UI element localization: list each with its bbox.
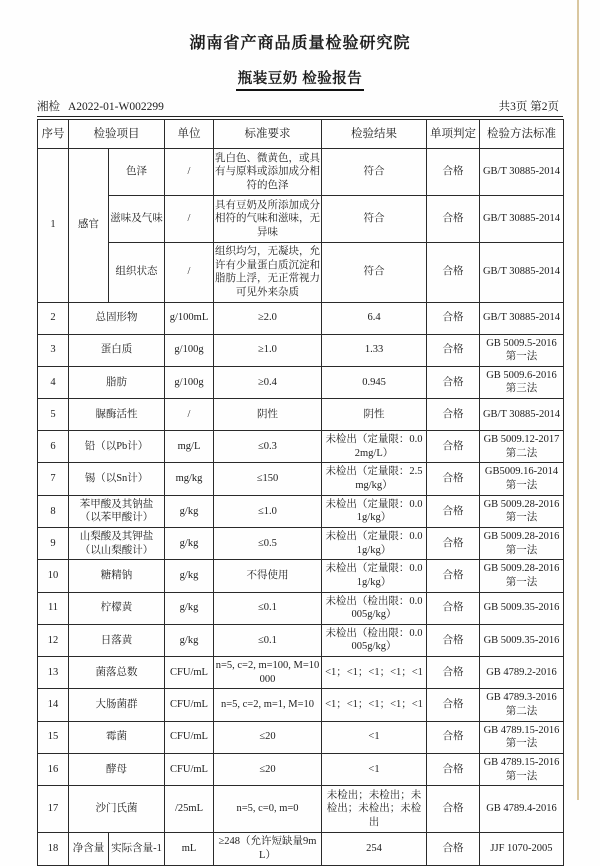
cell-result: 未检出（检出限：0.0005g/kg） — [322, 592, 427, 624]
cell-item: 山梨酸及其钾盐（以山梨酸计） — [69, 527, 165, 559]
cell-requirement: ≤0.1 — [214, 592, 322, 624]
cell-unit: CFU/mL — [165, 689, 214, 721]
cell-requirement: ≤0.1 — [214, 624, 322, 656]
table-row — [38, 196, 564, 243]
cell-method: GB 5009.28-2016 第一法 — [480, 527, 564, 559]
cell-method: GB 4789.2-2016 — [480, 657, 564, 689]
cell-no: 15 — [38, 721, 69, 753]
cell-unit: g/kg — [165, 527, 214, 559]
cell-requirement: n=5, c=2, m=1, M=10 — [214, 689, 322, 721]
cell-result: 符合 — [322, 149, 427, 196]
cell-item: 柠檬黄 — [69, 592, 165, 624]
cell-no: 11 — [38, 592, 69, 624]
cell-no: 1 — [38, 149, 69, 303]
table-row — [38, 624, 564, 656]
cell-no: 2 — [38, 302, 69, 334]
cell-requirement: ≤20 — [214, 721, 322, 753]
cell-judgement: 合格 — [427, 527, 480, 559]
cell-requirement: 阴性 — [214, 399, 322, 431]
cell-method: GB 5009.35-2016 — [480, 592, 564, 624]
cell-method: GB 5009.6-2016第三法 — [480, 366, 564, 398]
cell-requirement: ≥248（允许短缺量9mL） — [214, 833, 322, 865]
cell-method: GB 4789.4-2016 — [480, 786, 564, 833]
cell-item: 苯甲酸及其钠盐（以苯甲酸计） — [69, 495, 165, 527]
table-row — [38, 366, 564, 398]
cell-judgement: 合格 — [427, 495, 480, 527]
cell-requirement: ≤20 — [214, 753, 322, 785]
table-row — [38, 689, 564, 721]
table-row — [38, 527, 564, 559]
cell-unit: / — [165, 243, 214, 303]
table-header-row — [38, 120, 564, 149]
cell-judgement: 合格 — [427, 399, 480, 431]
report-number — [37, 98, 164, 114]
cell-method: GB 5009.28-2016 第一法 — [480, 560, 564, 592]
header-item: 检验项目 — [69, 120, 165, 149]
cell-unit: mg/kg — [165, 463, 214, 495]
header-no: 序号 — [38, 120, 69, 149]
cell-requirement: ≤0.3 — [214, 431, 322, 463]
cell-judgement: 合格 — [427, 196, 480, 243]
cell-judgement: 合格 — [427, 624, 480, 656]
cell-result: 符合 — [322, 243, 427, 303]
cell-result: 1.33 — [322, 334, 427, 366]
cell-unit: mg/L — [165, 431, 214, 463]
cell-result: 未检出（定量限：0.01g/kg） — [322, 560, 427, 592]
cell-item: 菌落总数 — [69, 657, 165, 689]
institute-title: 湖南省产商品质量检验研究院 — [189, 35, 411, 52]
cell-no: 14 — [38, 689, 69, 721]
cell-judgement: 合格 — [427, 592, 480, 624]
cell-item: 滋味及气味 — [109, 196, 165, 243]
cell-method: GB5009.16-2014第一法 — [480, 463, 564, 495]
table-row — [38, 786, 564, 833]
header-judgement: 单项判定 — [427, 120, 480, 149]
cell-requirement: 不得使用 — [214, 560, 322, 592]
cell-unit: g/kg — [165, 624, 214, 656]
cell-judgement: 合格 — [427, 431, 480, 463]
table-row — [38, 833, 564, 865]
cell-item: 脲酶活性 — [69, 399, 165, 431]
cell-judgement: 合格 — [427, 334, 480, 366]
table-row — [38, 560, 564, 592]
table-row — [38, 753, 564, 785]
cell-method: GB 5009.35-2016 — [480, 624, 564, 656]
report-title — [37, 67, 563, 88]
cell-method: GB/T 30885-2014 — [480, 302, 564, 334]
scan-edge-line — [577, 0, 579, 800]
table-row — [38, 657, 564, 689]
cell-method: GB 5009.5-2016第一法 — [480, 334, 564, 366]
cell-requirement: ≤150 — [214, 463, 322, 495]
cell-unit: / — [165, 399, 214, 431]
cell-method: JJF 1070-2005 — [480, 833, 564, 865]
table-row — [38, 243, 564, 303]
report-title-text: 瓶装豆奶 检验报告 — [236, 71, 365, 91]
cell-unit: mL — [165, 833, 214, 865]
table-row — [38, 399, 564, 431]
cell-item: 糖精钠 — [69, 560, 165, 592]
cell-judgement: 合格 — [427, 786, 480, 833]
cell-item: 霉菌 — [69, 721, 165, 753]
cell-no: 9 — [38, 527, 69, 559]
cell-item: 日落黄 — [69, 624, 165, 656]
cell-judgement: 合格 — [427, 657, 480, 689]
cell-no: 16 — [38, 753, 69, 785]
cell-requirement: ≥2.0 — [214, 302, 322, 334]
cell-item: 铅（以Pb计） — [69, 431, 165, 463]
cell-method: GB 5009.12-2017 第二法 — [480, 431, 564, 463]
table-row — [38, 334, 564, 366]
cell-no: 12 — [38, 624, 69, 656]
cell-unit: CFU/mL — [165, 721, 214, 753]
cell-no: 8 — [38, 495, 69, 527]
cell-judgement: 合格 — [427, 560, 480, 592]
cell-judgement: 合格 — [427, 689, 480, 721]
cell-requirement: ≤1.0 — [214, 495, 322, 527]
cell-requirement: 具有豆奶及所添加成分相符的气味和滋味，无异味 — [214, 196, 322, 243]
cell-result: 未检出（定量限：0.02mg/L） — [322, 431, 427, 463]
cell-judgement: 合格 — [427, 366, 480, 398]
cell-group: 净含量 — [69, 833, 109, 865]
header-unit: 单位 — [165, 120, 214, 149]
cell-unit: /25mL — [165, 786, 214, 833]
report-meta — [37, 98, 563, 117]
cell-requirement: ≤0.5 — [214, 527, 322, 559]
report-number-value: A2022-01-W002299 — [68, 101, 164, 113]
cell-result: 254 — [322, 833, 427, 865]
cell-method: GB 5009.28-2016 第一法 — [480, 495, 564, 527]
header-requirement: 标准要求 — [214, 120, 322, 149]
cell-result: 未检出；未检出；未检出；未检出；未检出 — [322, 786, 427, 833]
cell-result: 未检出（定量限：2.5mg/kg） — [322, 463, 427, 495]
cell-no: 5 — [38, 399, 69, 431]
table-row — [38, 592, 564, 624]
table-row — [38, 431, 564, 463]
cell-no: 17 — [38, 786, 69, 833]
cell-result: <1 — [322, 721, 427, 753]
cell-method: GB 4789.3-2016第二法 — [480, 689, 564, 721]
cell-item: 实际含量-1 — [109, 833, 165, 865]
cell-result: 0.945 — [322, 366, 427, 398]
cell-item: 大肠菌群 — [69, 689, 165, 721]
cell-result: 未检出（检出限：0.0005g/kg） — [322, 624, 427, 656]
cell-requirement: 组织均匀，无凝块，允许有少量蛋白质沉淀和脂肪上浮，无正常视力可见外来杂质 — [214, 243, 322, 303]
cell-unit: g/100mL — [165, 302, 214, 334]
table-row — [38, 495, 564, 527]
cell-judgement: 合格 — [427, 833, 480, 865]
cell-judgement: 合格 — [427, 463, 480, 495]
cell-result: 符合 — [322, 196, 427, 243]
cell-no: 7 — [38, 463, 69, 495]
cell-item: 脂肪 — [69, 366, 165, 398]
cell-method: GB 4789.15-2016第一法 — [480, 721, 564, 753]
cell-result: 6.4 — [322, 302, 427, 334]
cell-requirement: ≥1.0 — [214, 334, 322, 366]
cell-requirement: ≥0.4 — [214, 366, 322, 398]
cell-method: GB/T 30885-2014 — [480, 149, 564, 196]
cell-no: 13 — [38, 657, 69, 689]
cell-unit: g/100g — [165, 334, 214, 366]
cell-item: 沙门氏菌 — [69, 786, 165, 833]
table-row — [38, 463, 564, 495]
cell-item: 酵母 — [69, 753, 165, 785]
cell-result: 阴性 — [322, 399, 427, 431]
cell-unit: g/kg — [165, 495, 214, 527]
header-result: 检验结果 — [322, 120, 427, 149]
cell-item: 组织状态 — [109, 243, 165, 303]
cell-method: GB 4789.15-2016第一法 — [480, 753, 564, 785]
cell-no: 18 — [38, 833, 69, 865]
cell-unit: / — [165, 196, 214, 243]
table-row — [38, 721, 564, 753]
cell-no: 10 — [38, 560, 69, 592]
cell-requirement: n=5, c=2, m=100, M=10000 — [214, 657, 322, 689]
cell-item: 蛋白质 — [69, 334, 165, 366]
cell-item: 色泽 — [109, 149, 165, 196]
cell-group: 感官 — [69, 149, 109, 303]
cell-method: GB/T 30885-2014 — [480, 196, 564, 243]
cell-requirement: n=5, c=0, m=0 — [214, 786, 322, 833]
cell-judgement: 合格 — [427, 721, 480, 753]
cell-method: GB/T 30885-2014 — [480, 399, 564, 431]
cell-item: 总固形物 — [69, 302, 165, 334]
cell-unit: CFU/mL — [165, 753, 214, 785]
cell-item: 锡（以Sn计） — [69, 463, 165, 495]
cell-result: <1；<1；<1；<1；<1 — [322, 689, 427, 721]
cell-judgement: 合格 — [427, 753, 480, 785]
cell-result: 未检出（定量限：0.01g/kg） — [322, 495, 427, 527]
table-row — [38, 149, 564, 196]
header-method: 检验方法标准 — [480, 120, 564, 149]
cell-unit: g/kg — [165, 592, 214, 624]
cell-result: <1；<1；<1；<1；<1 — [322, 657, 427, 689]
cell-requirement: 乳白色、微黄色，或具有与原料或添加成分相符的色泽 — [214, 149, 322, 196]
cell-unit: / — [165, 149, 214, 196]
report-number-label: 湘检 — [37, 101, 60, 113]
table-row — [38, 302, 564, 334]
cell-judgement: 合格 — [427, 243, 480, 303]
cell-judgement: 合格 — [427, 302, 480, 334]
cell-result: 未检出（定量限：0.01g/kg） — [322, 527, 427, 559]
cell-no: 6 — [38, 431, 69, 463]
inspection-table — [37, 119, 564, 866]
cell-no: 3 — [38, 334, 69, 366]
cell-unit: g/100g — [165, 366, 214, 398]
cell-unit: g/kg — [165, 560, 214, 592]
cell-method: GB/T 30885-2014 — [480, 243, 564, 303]
cell-judgement: 合格 — [427, 149, 480, 196]
cell-unit: CFU/mL — [165, 657, 214, 689]
report-page — [37, 0, 563, 866]
cell-result: <1 — [322, 753, 427, 785]
page-indicator: 共3页 第2页 — [498, 101, 559, 113]
cell-no: 4 — [38, 366, 69, 398]
